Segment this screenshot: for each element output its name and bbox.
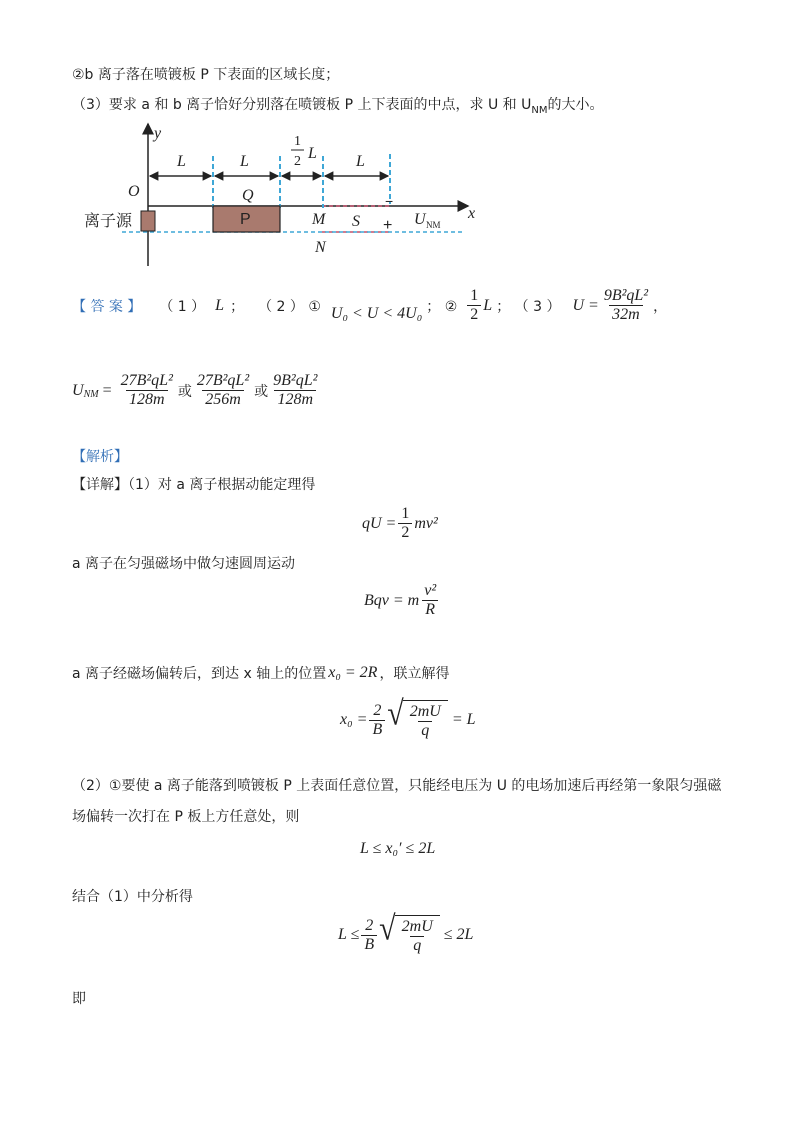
n-label: N [315, 239, 326, 256]
eq-2: Bqv = m $\frac{\text{v²}}{R}$ [364, 582, 437, 619]
eq-1: qU = $\frac{1}{2}$ mv² [362, 505, 438, 542]
detail-line-5: 场偏转一次打在 P 板上方任意处，则 [72, 809, 300, 825]
unm-answer: U $_{NM}$ = $\frac{\text{27B²qL²}}{128m}$ 或 $\frac{\text{27B²qL²}}{256m}$ 或 $\frac{\text{9B²qL²}}{128m}$ [72, 372, 318, 409]
q-label: Q [242, 187, 254, 204]
eq-4: L ≤ x₀′ ≤ 2L [360, 840, 436, 857]
detail-line-3: a 离子经磁场偏转后，到达 x 轴上的位置 x₀ = 2R ，联立解得 [72, 664, 450, 682]
detail-line-2: a 离子在匀强磁场中做匀速圆周运动 [72, 556, 296, 572]
seg3-den: 2 [294, 154, 301, 169]
eq-3: x₀ = $\frac{2}{B}$ √ $\frac{2mU}{q}$ = L [340, 694, 476, 740]
detail-line-4: （2）①要使 a 离子能落到喷镀板 P 上表面任意位置，只能经电压为 U 的电场加速后再经第一象限匀强磁 [72, 778, 722, 794]
unm-label: U [414, 211, 426, 228]
unm-sub: NM [426, 220, 441, 230]
physics-diagram [80, 118, 500, 268]
plus-sign: + [383, 217, 393, 234]
s-label: S [352, 213, 360, 230]
eq-5: L ≤ $\frac{2}{B}$ √ $\frac{2mU}{q}$ ≤ 2L [338, 909, 474, 955]
question-line-2: （3）要求 a 和 b 离子恰好分别落在喷镀板 P 上下表面的中点，求 U 和 $U_{NM}$的大小。 [72, 97, 604, 116]
seg2-label: L [240, 153, 249, 170]
x-axis-label: x [468, 205, 476, 222]
detail-line-1: 【详解】（1）对 a 离子根据动能定理得 [72, 477, 316, 493]
detail-line-7: 即 [72, 991, 86, 1007]
seg1-label: L [177, 153, 186, 170]
answer-tag: 【 答 案 】 [72, 298, 142, 315]
analysis-tag: 【解析】 [72, 449, 128, 465]
ion-source-label: 离子源 [84, 211, 133, 230]
m-label: M [312, 211, 326, 228]
detail-line-6: 结合（1）中分析得 [72, 889, 193, 905]
p-label: P [240, 211, 251, 228]
seg3-num: 1 [294, 134, 301, 149]
seg4-label: L [356, 153, 365, 170]
minus-sign: − [385, 193, 394, 209]
origin-label: O [128, 183, 140, 200]
answer-row: 【 答 案 】 （ 1 ） L ； （ 2 ） ① U₀ < U < 4U₀ ； ② $\frac{1}{2}$ L ； （ 3 ） U = $\frac{\text{9B²qL²}}{32m}$ ， [72, 287, 668, 324]
ion-source-box [141, 211, 155, 231]
question-line-1: ②b 离子落在喷镀板 P 下表面的区域长度； [72, 67, 340, 83]
seg3-var: L [308, 145, 317, 162]
y-axis-label: y [154, 125, 162, 142]
